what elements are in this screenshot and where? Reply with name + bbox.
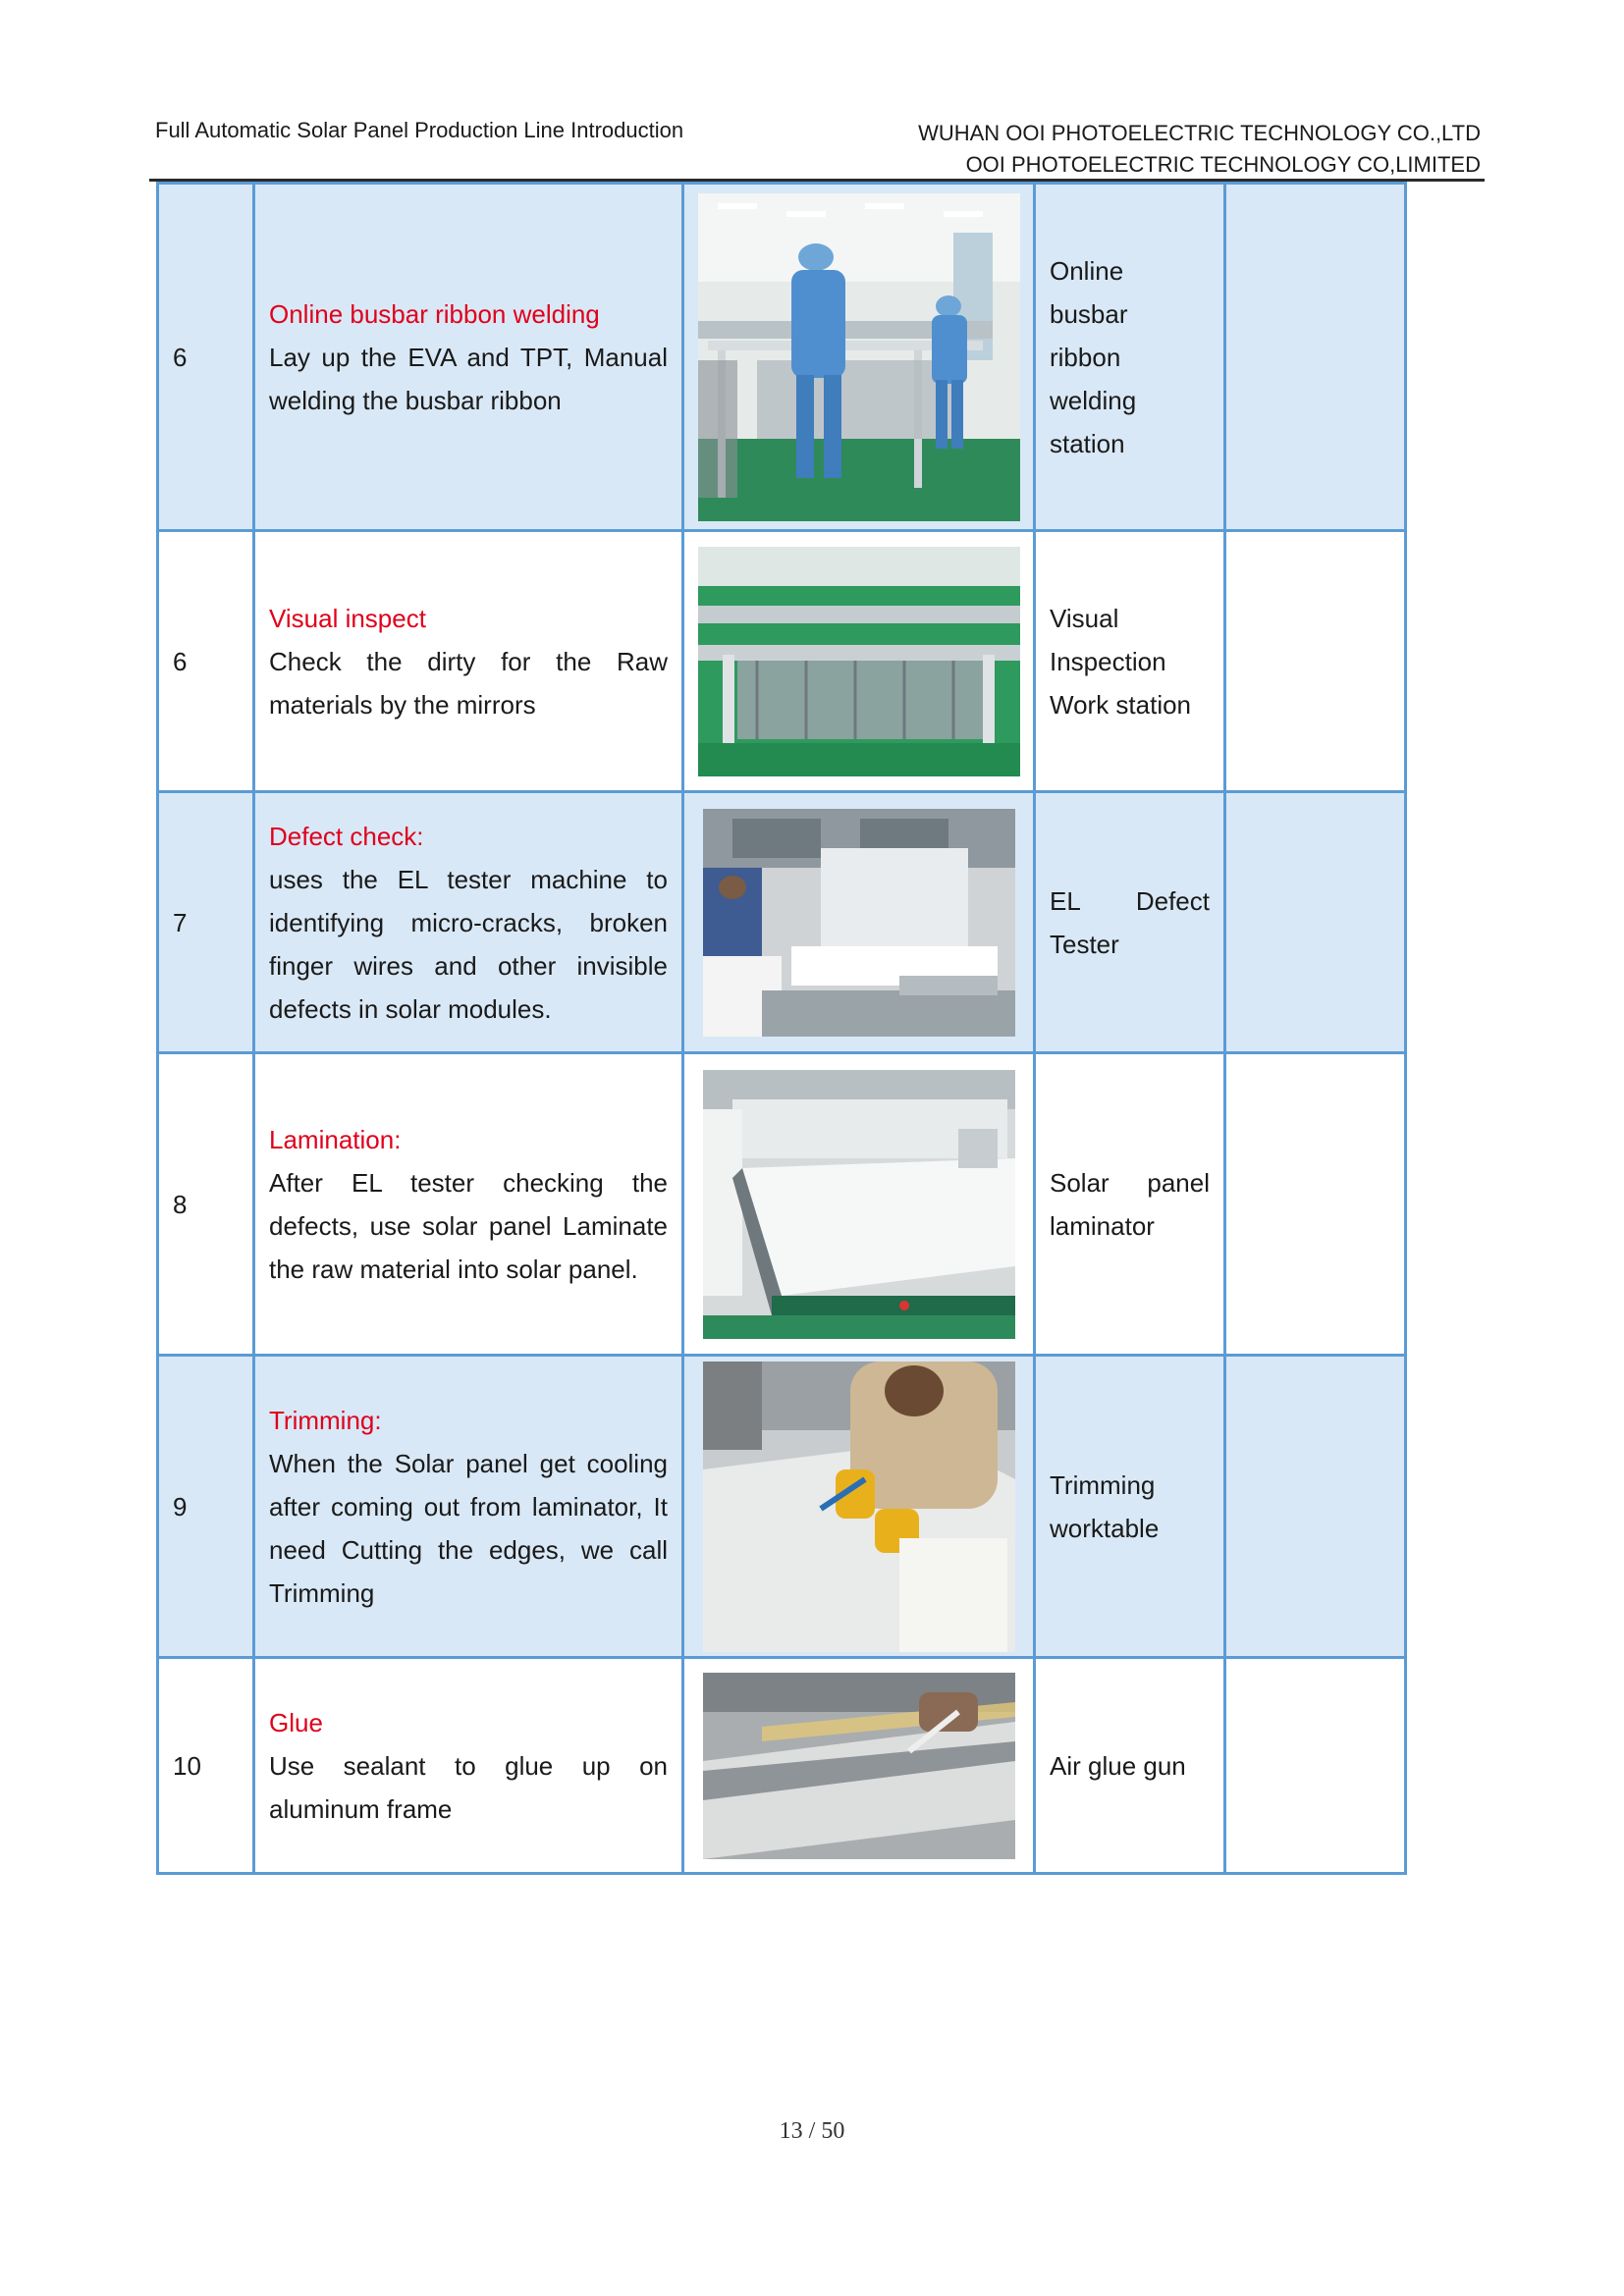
step-description xyxy=(254,1053,683,1356)
step-description xyxy=(254,184,683,531)
step-description xyxy=(254,1658,683,1874)
table-row xyxy=(158,1053,1406,1356)
step-title: Trimming: xyxy=(269,1405,382,1435)
company-name-1: WUHAN OOI PHOTOELECTRIC TECHNOLOGY CO.,LTD xyxy=(918,121,1481,145)
step-number: 6 xyxy=(158,531,254,792)
table-row xyxy=(158,184,1406,531)
laminator-photo xyxy=(703,1070,1015,1339)
table-row xyxy=(158,792,1406,1053)
remark-cell xyxy=(1225,184,1406,531)
step-text: Use sealant to glue up on aluminum frame xyxy=(269,1750,668,1824)
equipment-name: Air glue gun xyxy=(1035,1658,1225,1874)
step-text: When the Solar panel get cooling after coming out from laminator, It need Cutting the edges, we call Trimming xyxy=(269,1448,668,1608)
header-company xyxy=(918,118,1481,181)
equipment-name: Visual Inspection Work station xyxy=(1035,531,1225,792)
header-title: Full Automatic Solar Panel Production Line Introduction xyxy=(155,118,684,142)
step-title: Defect check: xyxy=(269,821,424,851)
step-description xyxy=(254,531,683,792)
table-row xyxy=(158,1356,1406,1658)
step-title: Visual inspect xyxy=(269,603,426,633)
step-description xyxy=(254,1356,683,1658)
step-photo-cell xyxy=(683,184,1035,531)
equipment-name: Solar panel laminator xyxy=(1035,1053,1225,1356)
trimming-photo xyxy=(703,1362,1015,1652)
step-title: Online busbar ribbon welding xyxy=(269,298,600,329)
busbar-welding-photo xyxy=(698,193,1020,521)
step-photo-cell xyxy=(683,792,1035,1053)
remark-cell xyxy=(1225,531,1406,792)
visual-inspection-photo xyxy=(698,547,1020,776)
step-number: 10 xyxy=(158,1658,254,1874)
remark-cell xyxy=(1225,792,1406,1053)
company-name-2: OOI PHOTOELECTRIC TECHNOLOGY CO,LIMITED xyxy=(965,152,1481,177)
remark-cell xyxy=(1225,1053,1406,1356)
step-number: 6 xyxy=(158,184,254,531)
step-title: Glue xyxy=(269,1707,323,1737)
step-text: After EL tester checking the defects, use solar panel Laminate the raw material into solar panel. xyxy=(269,1167,668,1284)
step-photo-cell xyxy=(683,531,1035,792)
el-tester-photo xyxy=(703,809,1015,1037)
step-text: Check the dirty for the Raw materials by the mirrors xyxy=(269,646,668,720)
equipment-name: EL Defect Tester xyxy=(1035,792,1225,1053)
process-table xyxy=(156,182,1407,1875)
equipment-name: Online busbar ribbon welding station xyxy=(1035,184,1225,531)
step-text: uses the EL tester machine to identifying micro-cracks, broken finger wires and other invisible defects in solar modules. xyxy=(269,864,668,1024)
step-number: 7 xyxy=(158,792,254,1053)
remark-cell xyxy=(1225,1658,1406,1874)
page-number: 13 / 50 xyxy=(779,2118,845,2144)
step-title: Lamination: xyxy=(269,1124,402,1154)
step-number: 8 xyxy=(158,1053,254,1356)
step-number: 9 xyxy=(158,1356,254,1658)
step-photo-cell xyxy=(683,1053,1035,1356)
table-row xyxy=(158,1658,1406,1874)
step-photo-cell xyxy=(683,1658,1035,1874)
remark-cell xyxy=(1225,1356,1406,1658)
table-row xyxy=(158,531,1406,792)
glue-photo xyxy=(703,1673,1015,1859)
step-photo-cell xyxy=(683,1356,1035,1658)
step-description xyxy=(254,792,683,1053)
equipment-name: Trimming worktable xyxy=(1035,1356,1225,1658)
step-text: Lay up the EVA and TPT, Manual welding the busbar ribbon xyxy=(269,342,668,415)
